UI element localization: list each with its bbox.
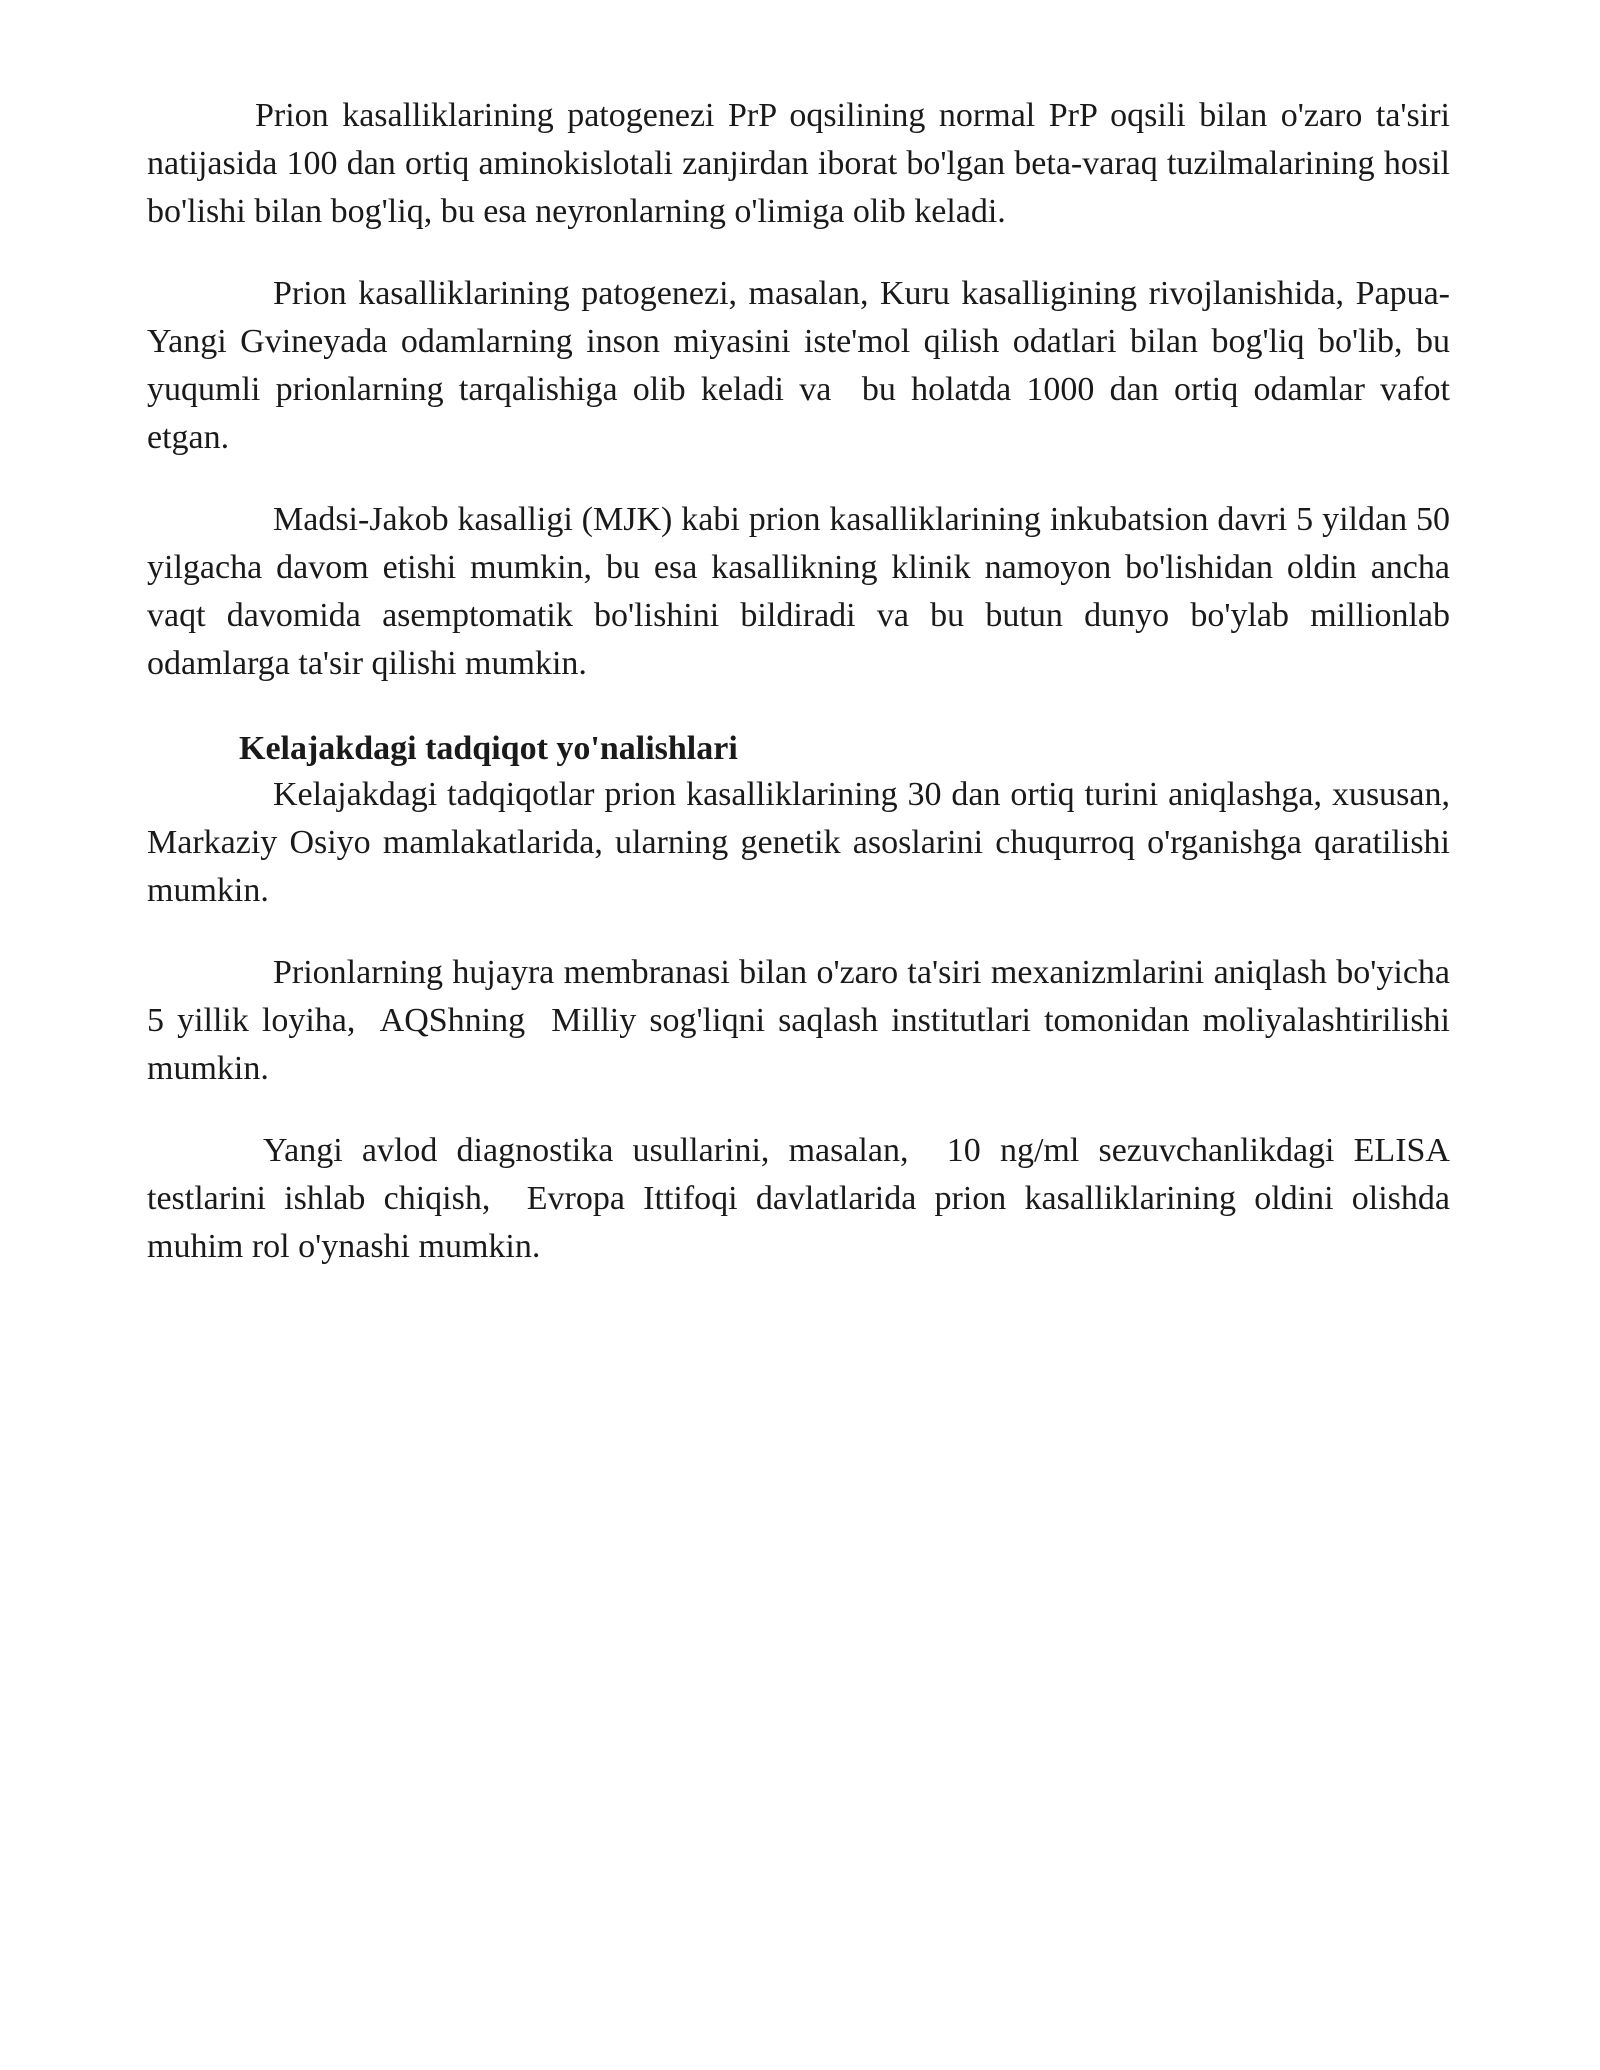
document-body <box>147 92 1467 1271</box>
paragraph-future-research: Kelajakdagi tadqiqotlar prion kasalliklarining 30 dan ortiq turini aniqlashga, xususan, Markaziy Osiyo mamlakatlarida, ularning genetik asoslarini chuqurroq o'rganishga qaratilishi mumkin. <box>147 776 1467 909</box>
paragraph-kuru-disease: Prion kasalliklarining patogenezi, masalan, Kuru kasalligining rivojlanishida, Papua-Yangi Gvineyada odamlarning inson miyasini iste'mol qilish odatlari bilan bog'liq bo'lib, bu yuqumli prionlarning tarqalishiga olib keladi va bu holatda 1000 dan ortiq odamlar vafot etgan. <box>147 275 1459 456</box>
paragraph-incubation-period: Madsi-Jakob kasalligi (MJK) kabi prion kasalliklarining inkubatsion davri 5 yildan 50 yilgacha davom etishi mumkin, bu esa kasallikning klinik namoyon bo'lishidan oldin ancha vaqt davomida asemptomatik bo'lishini bildiradi va bu butun dunyo bo'ylab millionlab odamlarga ta'sir qilishi mumkin. <box>147 501 1459 682</box>
section-heading: Kelajakdagi tadqiqot yo'nalishlari <box>239 730 738 767</box>
paragraph-diagnostics: Yangi avlod diagnostika usullarini, masalan, 10 ng/ml sezuvchanlikdagi ELISA testlarini ishlab chiqish, Evropa Ittifoqi davlatlarida prion kasalliklarining oldini olishda muhim rol o'ynashi mumkin. <box>147 1132 1459 1265</box>
paragraph-prion-pathogenesis: Prion kasalliklarining patogenezi PrP oqsilining normal PrP oqsili bilan o'zaro ta'siri natijasida 100 dan ortiq aminokislotali zanjirdan iborat bo'lgan beta-varaq tuzilmalarining hosil bo'lishi bilan bog'liq, bu esa neyronlarning o'limiga olib keladi. <box>147 97 1459 230</box>
paragraph-membrane-project: Prionlarning hujayra membranasi bilan o'zaro ta'siri mexanizmlarini aniqlash bo'yicha 5 yillik loyiha, AQShning Milliy sog'liqni saqlash institutlari tomonidan moliyalashtirilishi mumkin. <box>147 954 1459 1087</box>
